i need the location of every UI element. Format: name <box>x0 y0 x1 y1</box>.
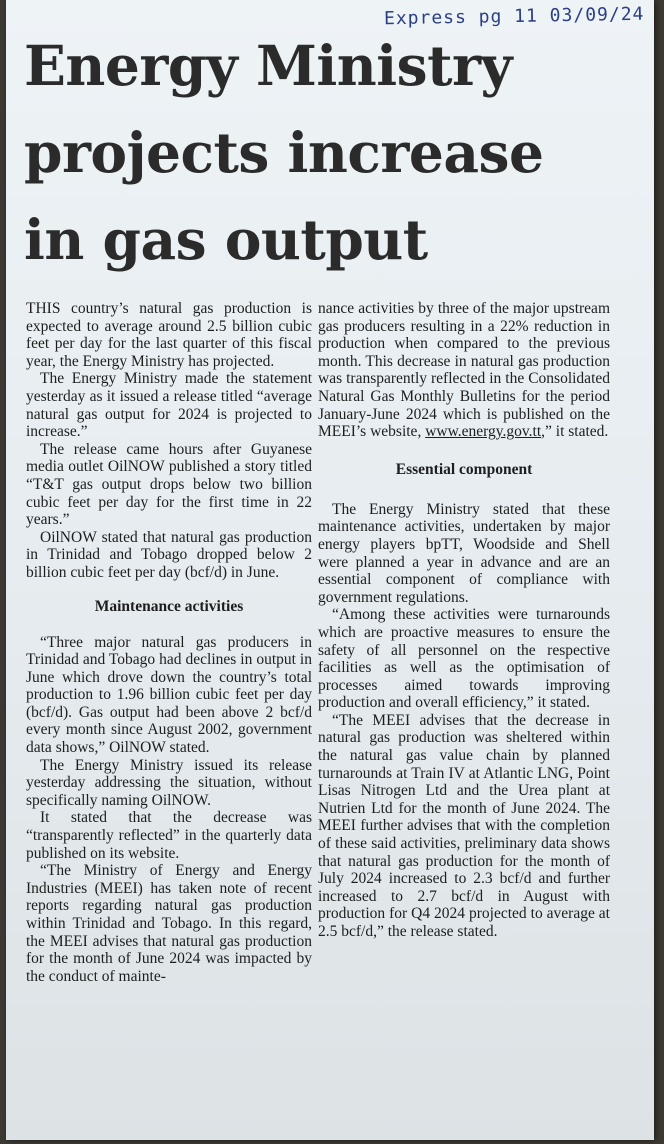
article-headline <box>24 22 644 283</box>
lede-paragraph: THIS country’s natural gas production is expected to average around 2.5 billion cubic feet per day for the last quarter of this fiscal year, the Energy Ministry has projected. <box>26 300 312 370</box>
newspaper-clipping <box>6 0 654 1140</box>
body-paragraph: The Energy Ministry made the statement yesterday as it issued a release titled “average natural gas output for 2024 is projected to increase.” <box>26 370 312 441</box>
continued-text-end: ,” it stated. <box>541 423 609 441</box>
article-column-right <box>318 300 610 941</box>
article-column-left <box>26 300 312 985</box>
body-paragraph-continued <box>318 300 610 441</box>
continued-text: nance activities by three of the major upstream gas producers resulting in a 22% reduction in production when compared to the previous month. This decrease in natural gas production was transparently reflected in the Consolidated Natural Gas Monthly Bulletins for the period January-June 2024 which is published on the MEEI’s website, <box>318 300 610 441</box>
body-paragraph: OilNOW stated that natural gas production in Trinidad and Tobago dropped below 2 billion cubic feet per day (bcf/d) in June. <box>26 528 312 581</box>
body-paragraph: “The MEEI advises that the decrease in natural gas production was sheltered within the natural gas value chain by planned turnarounds at Train IV at Atlantic LNG, Point Lisas Nitrogen Ltd and the Urea plant at Nutrien Ltd for the month of June 2024. The MEEI further advises that with the completion of these said activities, preliminary data shows that natural gas production for the month of July 2024 increased to 2.3 bcf/d and further increased to 2.7 bcf/d in August with production for Q4 2024 projected to average at 2.5 bcf/d,” the release stated. <box>318 711 610 940</box>
body-paragraph: “The Ministry of Energy and Energy Industries (MEEI) has taken note of recent reports regarding natural gas production within Trinidad and Tobago. In this regard, the MEEI advises that natural gas production for the month of June 2024 was impacted by the conduct of mainte- <box>26 862 312 985</box>
ministry-website-link[interactable]: www.energy.gov.tt <box>425 423 542 441</box>
body-paragraph: It stated that the decrease was “transparently reflected” in the quarterly data published on its website. <box>26 809 312 862</box>
body-paragraph: “Among these activities were turnarounds which are proactive measures to ensure the safety of all personnel on the respective facilities as well as the optimisation of processes aimed towards improving production and overall efficiency,” it stated. <box>318 606 610 712</box>
handwritten-source-note: Express pg 11 03/09/24 <box>383 3 645 30</box>
subhead-essential-component: Essential component <box>395 460 533 478</box>
headline-line-2: projects increase <box>24 120 544 185</box>
body-paragraph: “Three major natural gas producers in Trinidad and Tobago had declines in output in June which drove down the country’s total production to 1.96 billion cubic feet per day (bcf/d). Gas output had been above 2 bcf/d every month since August 2002, government data shows,” OilNOW stated. <box>26 633 312 757</box>
body-paragraph: The Energy Ministry stated that these maintenance activities, undertaken by major energy players bpTT, Woodside and Shell were planned a year in advance and are an essential component of compliance with government regulations. <box>318 500 610 606</box>
subhead-maintenance-activities: Maintenance activities <box>94 597 244 615</box>
headline-line-3: in gas output <box>24 207 428 272</box>
body-paragraph: The Energy Ministry issued its release yesterday addressing the situation, without specifically naming OilNOW. <box>26 756 312 809</box>
headline-line-1: Energy Ministry <box>24 33 512 98</box>
body-paragraph: The release came hours after Guyanese media outlet OilNOW published a story titled “T&T gas output drops below two billion cubic feet per day for the first time in 22 years.” <box>26 440 312 529</box>
